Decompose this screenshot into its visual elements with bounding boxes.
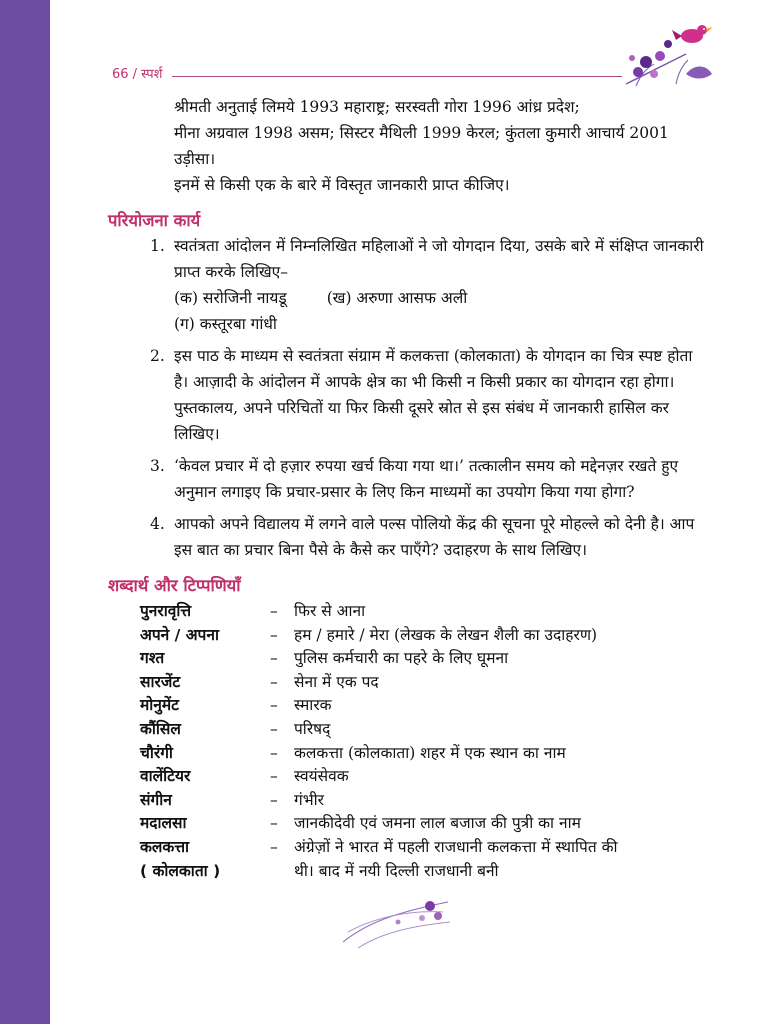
glossary-row [108,600,708,624]
glossary-definition: गंभीर [294,790,324,809]
list-number: 1. [150,237,165,255]
glossary-definition: सेना में एक पद [294,672,379,691]
sub-option: (ख) अरुणा आसफ अली [326,289,468,307]
list-text: स्वतंत्रता आंदोलन में निम्नलिखित महिलाओं ने जो योगदान दिया, उसके बारे में संक्षिप्त जानकारी प्राप्त करके लिखिए– [174,237,704,281]
glossary-dash: – [270,814,278,833]
glossary-term: चौरंगी [140,743,173,762]
sub-option: (क) सरोजिनी नायडू [174,289,287,307]
glossary-definition: थी। बाद में नयी दिल्ली राजधानी बनी [294,861,499,880]
glossary-row [108,718,708,742]
glossary-row [108,694,708,718]
flower-decoration-icon [338,882,458,952]
list-item [108,511,708,563]
side-color-bar [0,0,50,1024]
glossary-term: मदालसा [140,814,187,833]
glossary-dash [270,860,294,884]
glossary-definition: पुलिस कर्मचारी का पहरे के लिए घूमना [294,649,509,668]
glossary-definition: फिर से आना [294,602,366,620]
glossary-term: पुनरावृत्ति [140,602,192,620]
sub-option: (ग) कस्तूरबा गांधी [174,315,277,333]
glossary-dash: – [270,719,278,738]
list-text: ‘केवल प्रचार में दो हज़ार रुपया खर्च किया गया था।’ तत्कालीन समय को मद्देनज़र रखते हुए अनुमान लगाइए कि प्रचार-प्रसार के लिए किन माध्यमों का उपयोग किया गया होगा? [174,457,679,501]
glossary-row [108,860,708,884]
glossary-dash: – [270,672,278,691]
list-item [108,453,708,505]
glossary-term: संगीन [140,790,172,809]
project-heading: परियोजना कार्य [108,211,201,230]
glossary-dash: – [270,602,278,620]
glossary-heading: शब्दार्थ और टिप्पणियाँ [108,576,241,595]
list-text: आपको अपने विद्यालय में लगने वाले पल्स पोलियो केंद्र की सूचना पूरे मोहल्ले को देनी है। आप इस बात का प्रचार बिना पैसे के कैसे कर पाएँगे? उदाहरण के साथ लिखिए। [174,515,695,559]
page-header [112,64,622,82]
glossary-row [108,765,708,789]
glossary-row [108,789,708,813]
glossary-dash: – [270,649,278,668]
glossary-term: गश्त [140,649,165,668]
glossary-row [108,742,708,766]
glossary-row [108,812,708,836]
glossary-row [108,671,708,695]
glossary-row [108,647,708,671]
glossary-dash: – [270,743,278,762]
glossary-definition: कलकत्ता (कोलकाता) शहर में एक स्थान का नाम [294,743,566,762]
glossary-dash: – [270,767,278,786]
glossary-definition: परिषद् [294,719,331,738]
header-rule [172,76,622,77]
glossary-term: कौंसिल [140,719,181,738]
glossary-definition: हम / हमारे / मेरा (लेखक के लेखन शैली का उदाहरण) [294,625,598,644]
glossary-row [108,624,708,648]
glossary-dash: – [270,696,278,715]
list-number: 3. [150,457,165,475]
glossary-row [108,836,708,860]
intro-line-3: इनमें से किसी एक के बारे में विस्तृत जानकारी प्राप्त कीजिए। [174,176,510,194]
list-item [108,233,708,337]
intro-line-1: श्रीमती अनुताई लिमये 1993 महाराष्ट्र; सरस्वती गोरा 1996 आंध्र प्रदेश; [174,98,580,116]
glossary-term: ( कोलकाता ) [140,861,221,880]
glossary-dash: – [270,625,278,644]
intro-line-2: मीना अग्रवाल 1998 असम; सिस्टर मैथिली 1999 केरल; कुंतला कुमारी आचार्य 2001 उड़ीसा। [174,124,669,168]
glossary-dash: – [270,790,278,809]
glossary-term: सारजेंट [140,672,181,691]
list-text: इस पाठ के माध्यम से स्वतंत्रता संग्राम में कलकत्ता (कोलकाता) के योगदान का चित्र स्पष्ट होता है। आज़ादी के आंदोलन में आपके क्षेत्र का भी किसी न किसी प्रकार का योगदान रहा होगा। पुस्तकालय, अपने परिचितों या फिर किसी दूसरे स्रोत से इस संबंध में जानकारी हासिल कर लिखिए। [174,347,693,443]
sub-options-row [174,285,708,311]
glossary-definition: अंग्रेज़ों ने भारत में पहली राजधानी कलकत्ता में स्थापित की [294,837,618,856]
glossary-definition: स्मारक [294,696,332,715]
page-content [108,90,708,883]
glossary-dash: – [270,837,278,856]
glossary-term: वालेंटियर [140,767,191,786]
glossary-term: अपने / अपना [140,625,219,644]
list-item [108,343,708,447]
flower-bird-decoration-icon [616,14,726,88]
glossary-term: मोनुमेंट [140,696,179,715]
page-number: 66 / स्पर्श [112,67,163,82]
list-number: 4. [150,515,165,533]
glossary-definition: स्वयंसेवक [294,767,349,786]
list-number: 2. [150,347,165,365]
glossary-table [108,600,708,883]
glossary-definition: जानकीदेवी एवं जमना लाल बजाज की पुत्री का नाम [294,814,581,833]
project-list [108,233,708,563]
glossary-term: कलकत्ता [140,837,190,856]
